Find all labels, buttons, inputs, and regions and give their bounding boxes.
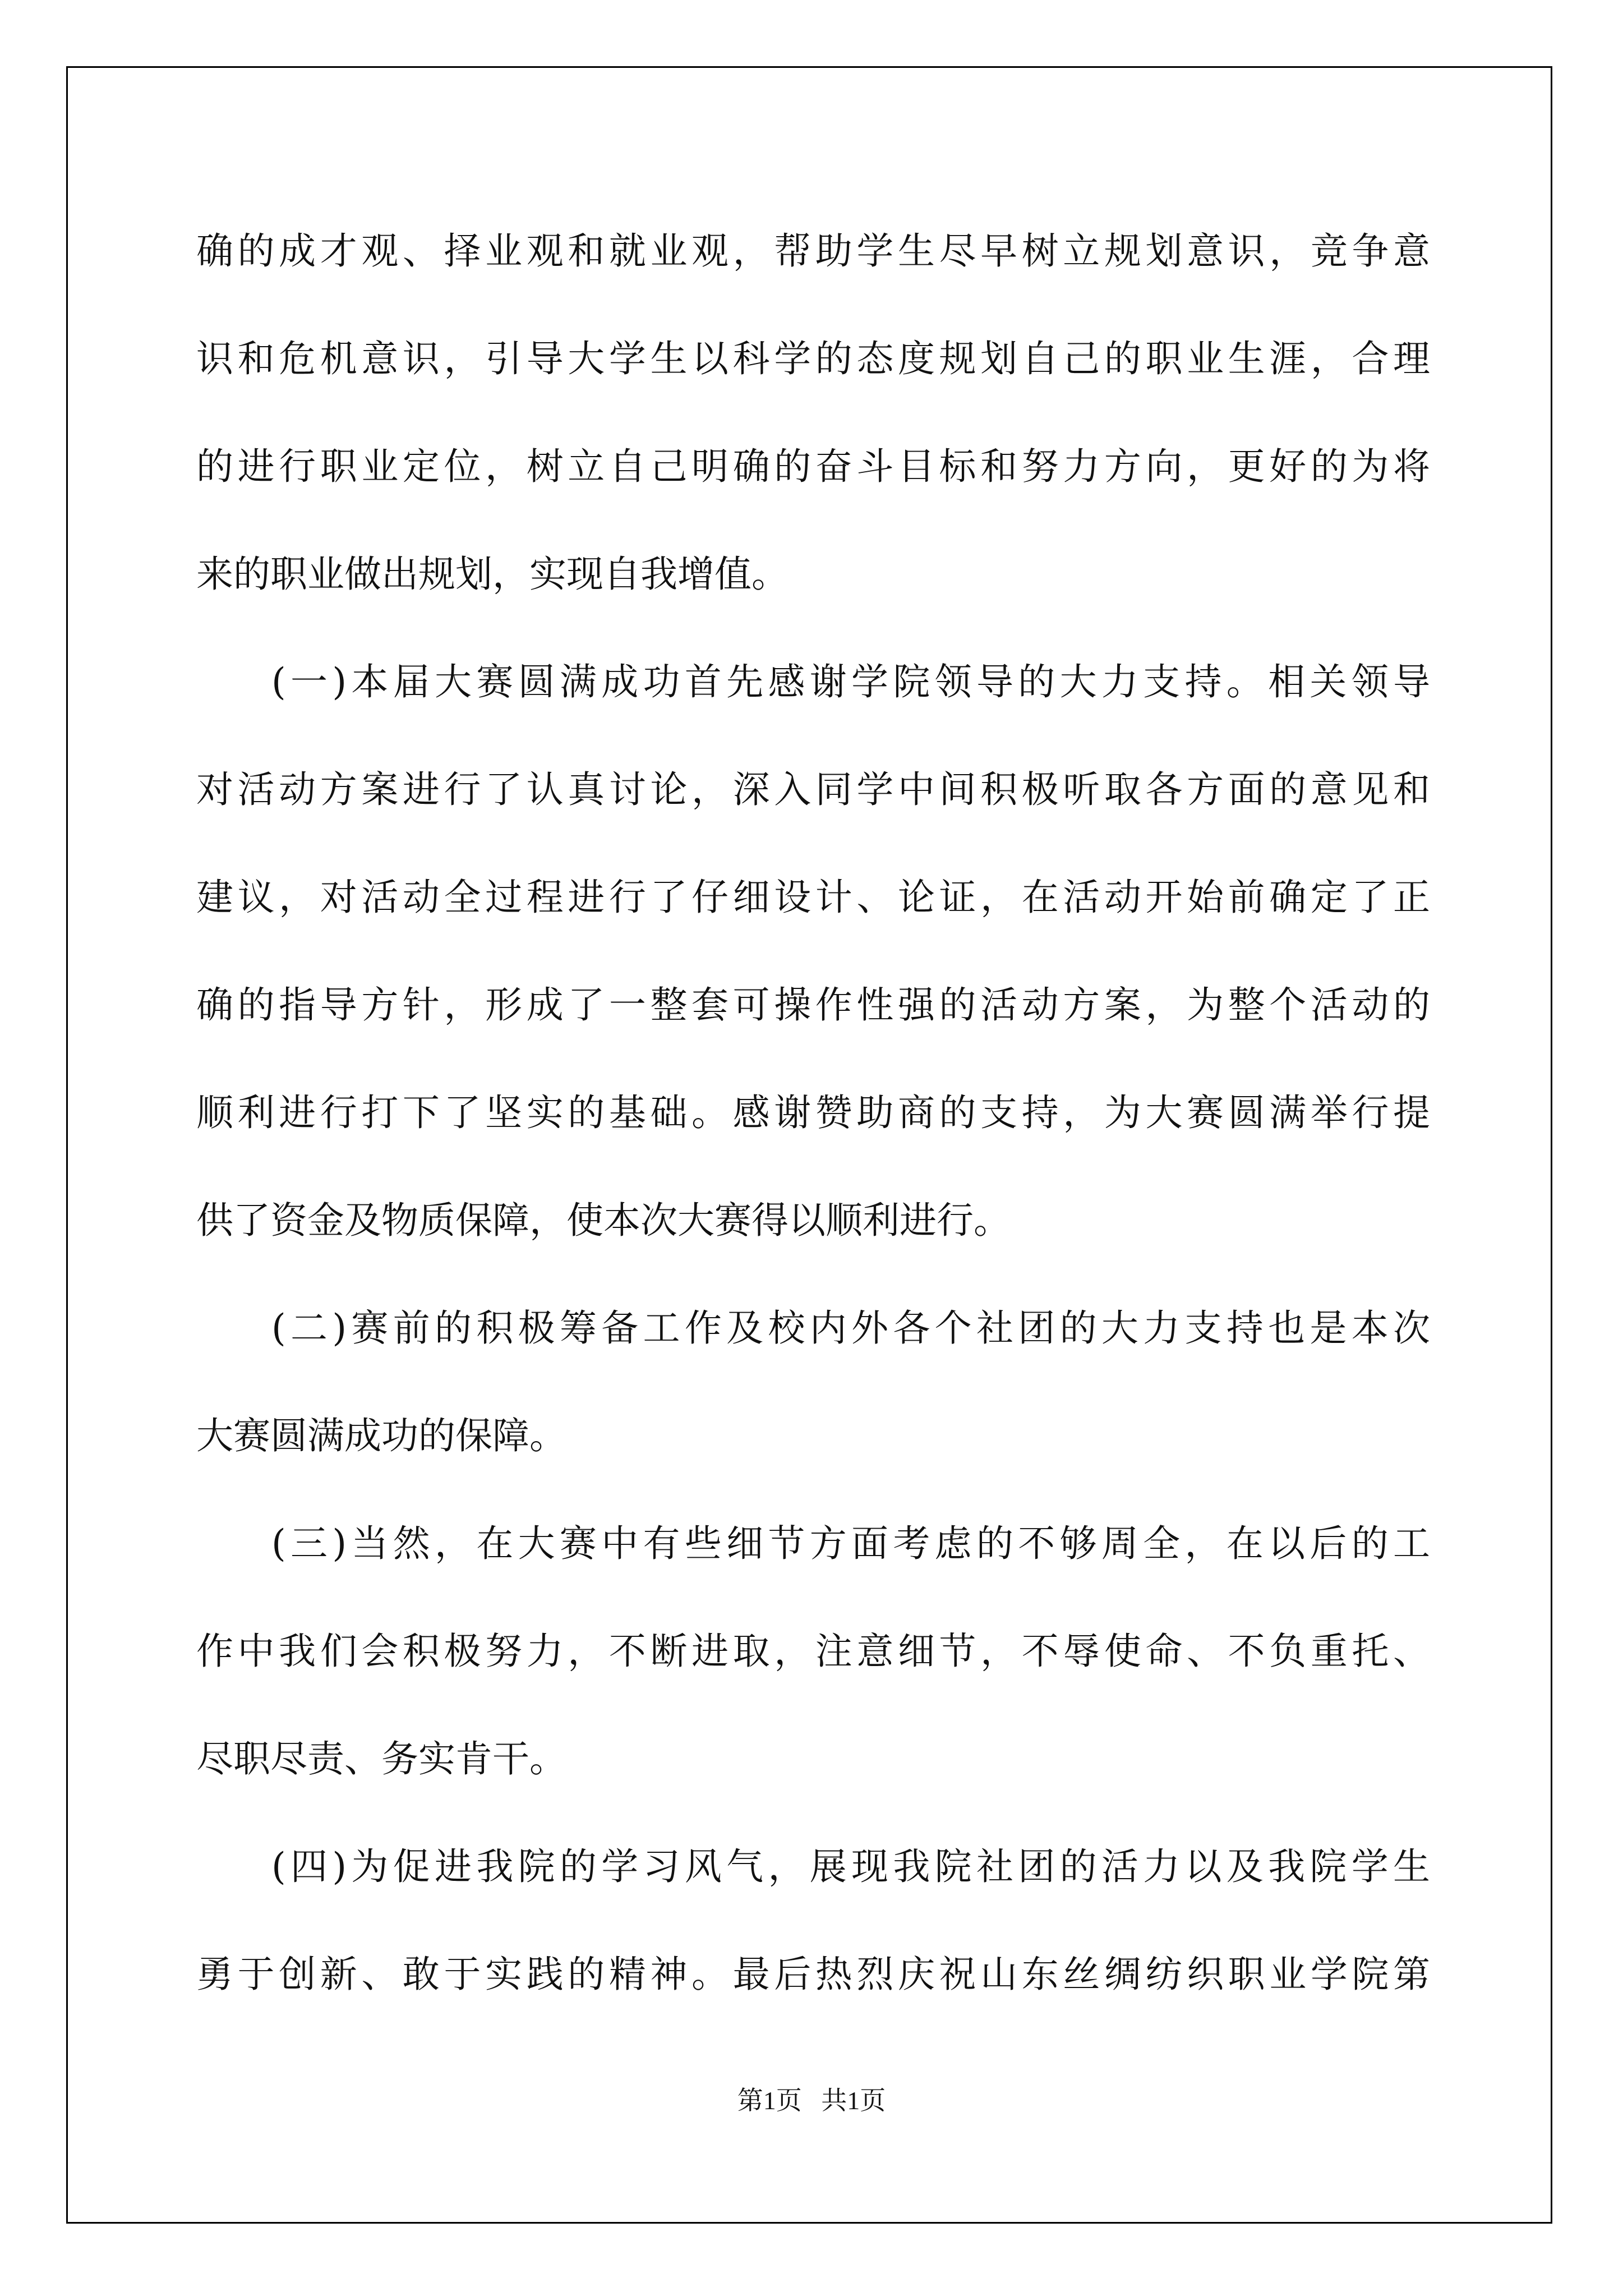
text-line: 勇于创新、敢于实践的精神。最后热烈庆祝山东丝绸纺织职业学院第 [196, 1953, 1430, 1996]
text-line: 供了资金及物质保障，使本次大赛得以顺利进行。 [196, 1199, 1011, 1242]
text-line: 确的成才观、择业观和就业观，帮助学生尽早树立规划意识，竞争意 [196, 229, 1430, 273]
text-line: 尽职尽责、务实肯干。 [196, 1737, 566, 1780]
text-line: 的进行职业定位，树立自己明确的奋斗目标和努力方向，更好的为将 [196, 445, 1430, 488]
text-line: 确的指导方针，形成了一整套可操作性强的活动方案，为整个活动的 [196, 983, 1430, 1027]
text-line: 来的职业做出规划，实现自我增值。 [196, 553, 789, 596]
text-line: 大赛圆满成功的保障。 [196, 1414, 566, 1457]
page-border [66, 66, 1552, 2224]
text-line: 建议，对活动全过程进行了仔细设计、论证，在活动开始前确定了正 [196, 876, 1430, 919]
text-line: 识和危机意识，引导大学生以科学的态度规划自己的职业生涯，合理 [196, 337, 1430, 380]
text-line: 作中我们会积极努力，不断进取，注意细节，不辱使命、不负重托、 [196, 1630, 1430, 1673]
paragraph-first-line: (二)赛前的积极筹备工作及校内外各个社团的大力支持也是本次 [271, 1306, 1430, 1350]
paragraph-first-line: (三)当然，在大赛中有些细节方面考虑的不够周全，在以后的工 [271, 1522, 1430, 1565]
text-line: 对活动方案进行了认真讨论，深入同学中间积极听取各方面的意见和 [196, 768, 1430, 811]
paragraph-first-line: (一)本届大赛圆满成功首先感谢学院领导的大力支持。相关领导 [271, 660, 1430, 703]
page-number-footer: 第1页 共1页 [737, 2086, 886, 2115]
text-line: 顺利进行打下了坚实的基础。感谢赞助商的支持，为大赛圆满举行提 [196, 1091, 1430, 1134]
paragraph-first-line: (四)为促进我院的学习风气，展现我院社团的活力以及我院学生 [271, 1845, 1430, 1888]
